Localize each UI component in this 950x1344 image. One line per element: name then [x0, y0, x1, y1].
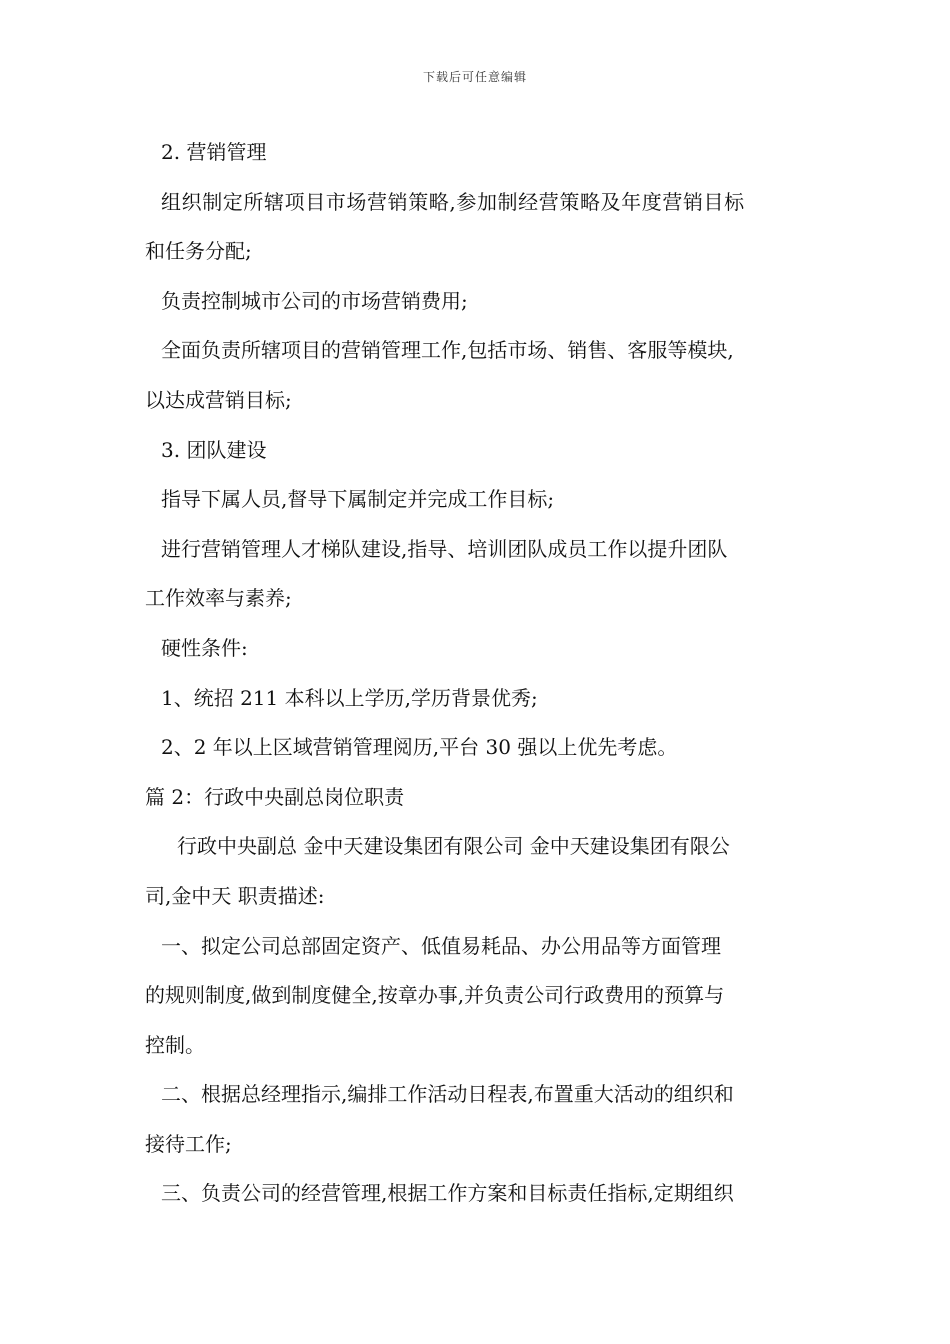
document-body — [145, 128, 815, 1219]
paragraph-line: 行政中央副总 金中天建设集团有限公司 金中天建设集团有限公 — [177, 834, 730, 859]
paragraph-line: 和任务分配; — [145, 239, 252, 264]
paragraph-line: 的规则制度,做到制度健全,按章办事,并负责公司行政费用的预算与 — [145, 983, 725, 1008]
paragraph-line: 接待工作; — [145, 1131, 232, 1156]
list-item: 1、统招 211 本科以上学历,学历背景优秀; — [161, 685, 538, 710]
section-heading-requirements: 硬性条件: — [161, 635, 248, 660]
paragraph-line: 控制。 — [145, 1032, 205, 1057]
section-heading-marketing: 2. 营销管理 — [161, 140, 267, 164]
paragraph-line: 指导下属人员,督导下属制定并完成工作目标; — [161, 487, 555, 512]
list-item: 2、2 年以上区域营销管理阅历,平台 30 强以上优先考虑。 — [161, 735, 678, 760]
paragraph-line: 工作效率与素养; — [145, 586, 292, 611]
paragraph-line: 全面负责所辖项目的营销管理工作,包括市场、销售、客服等模块, — [161, 338, 734, 363]
paragraph-line: 进行营销管理人才梯队建设,指导、培训团队成员工作以提升团队 — [161, 536, 728, 561]
paragraph-line: 司,金中天 职责描述: — [145, 883, 325, 908]
paragraph-line: 负责控制城市公司的市场营销费用; — [161, 288, 468, 313]
paragraph-line: 以达成营销目标; — [145, 387, 292, 412]
chapter-title: 篇 2：行政中央副总岗位职责 — [145, 784, 405, 809]
paragraph-line: 三、负责公司的经营管理,根据工作方案和目标责任指标,定期组织 — [161, 1181, 734, 1206]
paragraph-line: 一、拟定公司总部固定资产、低值易耗品、办公用品等方面管理 — [161, 933, 721, 958]
paragraph-line: 二、根据总经理指示,编排工作活动日程表,布置重大活动的组织和 — [161, 1082, 734, 1107]
section-heading-team: 3. 团队建设 — [161, 437, 267, 462]
paragraph-line: 组织制定所辖项目市场营销策略,参加制经营策略及年度营销目标 — [161, 189, 745, 214]
page-header-note: 下载后可任意编辑 — [422, 70, 527, 84]
